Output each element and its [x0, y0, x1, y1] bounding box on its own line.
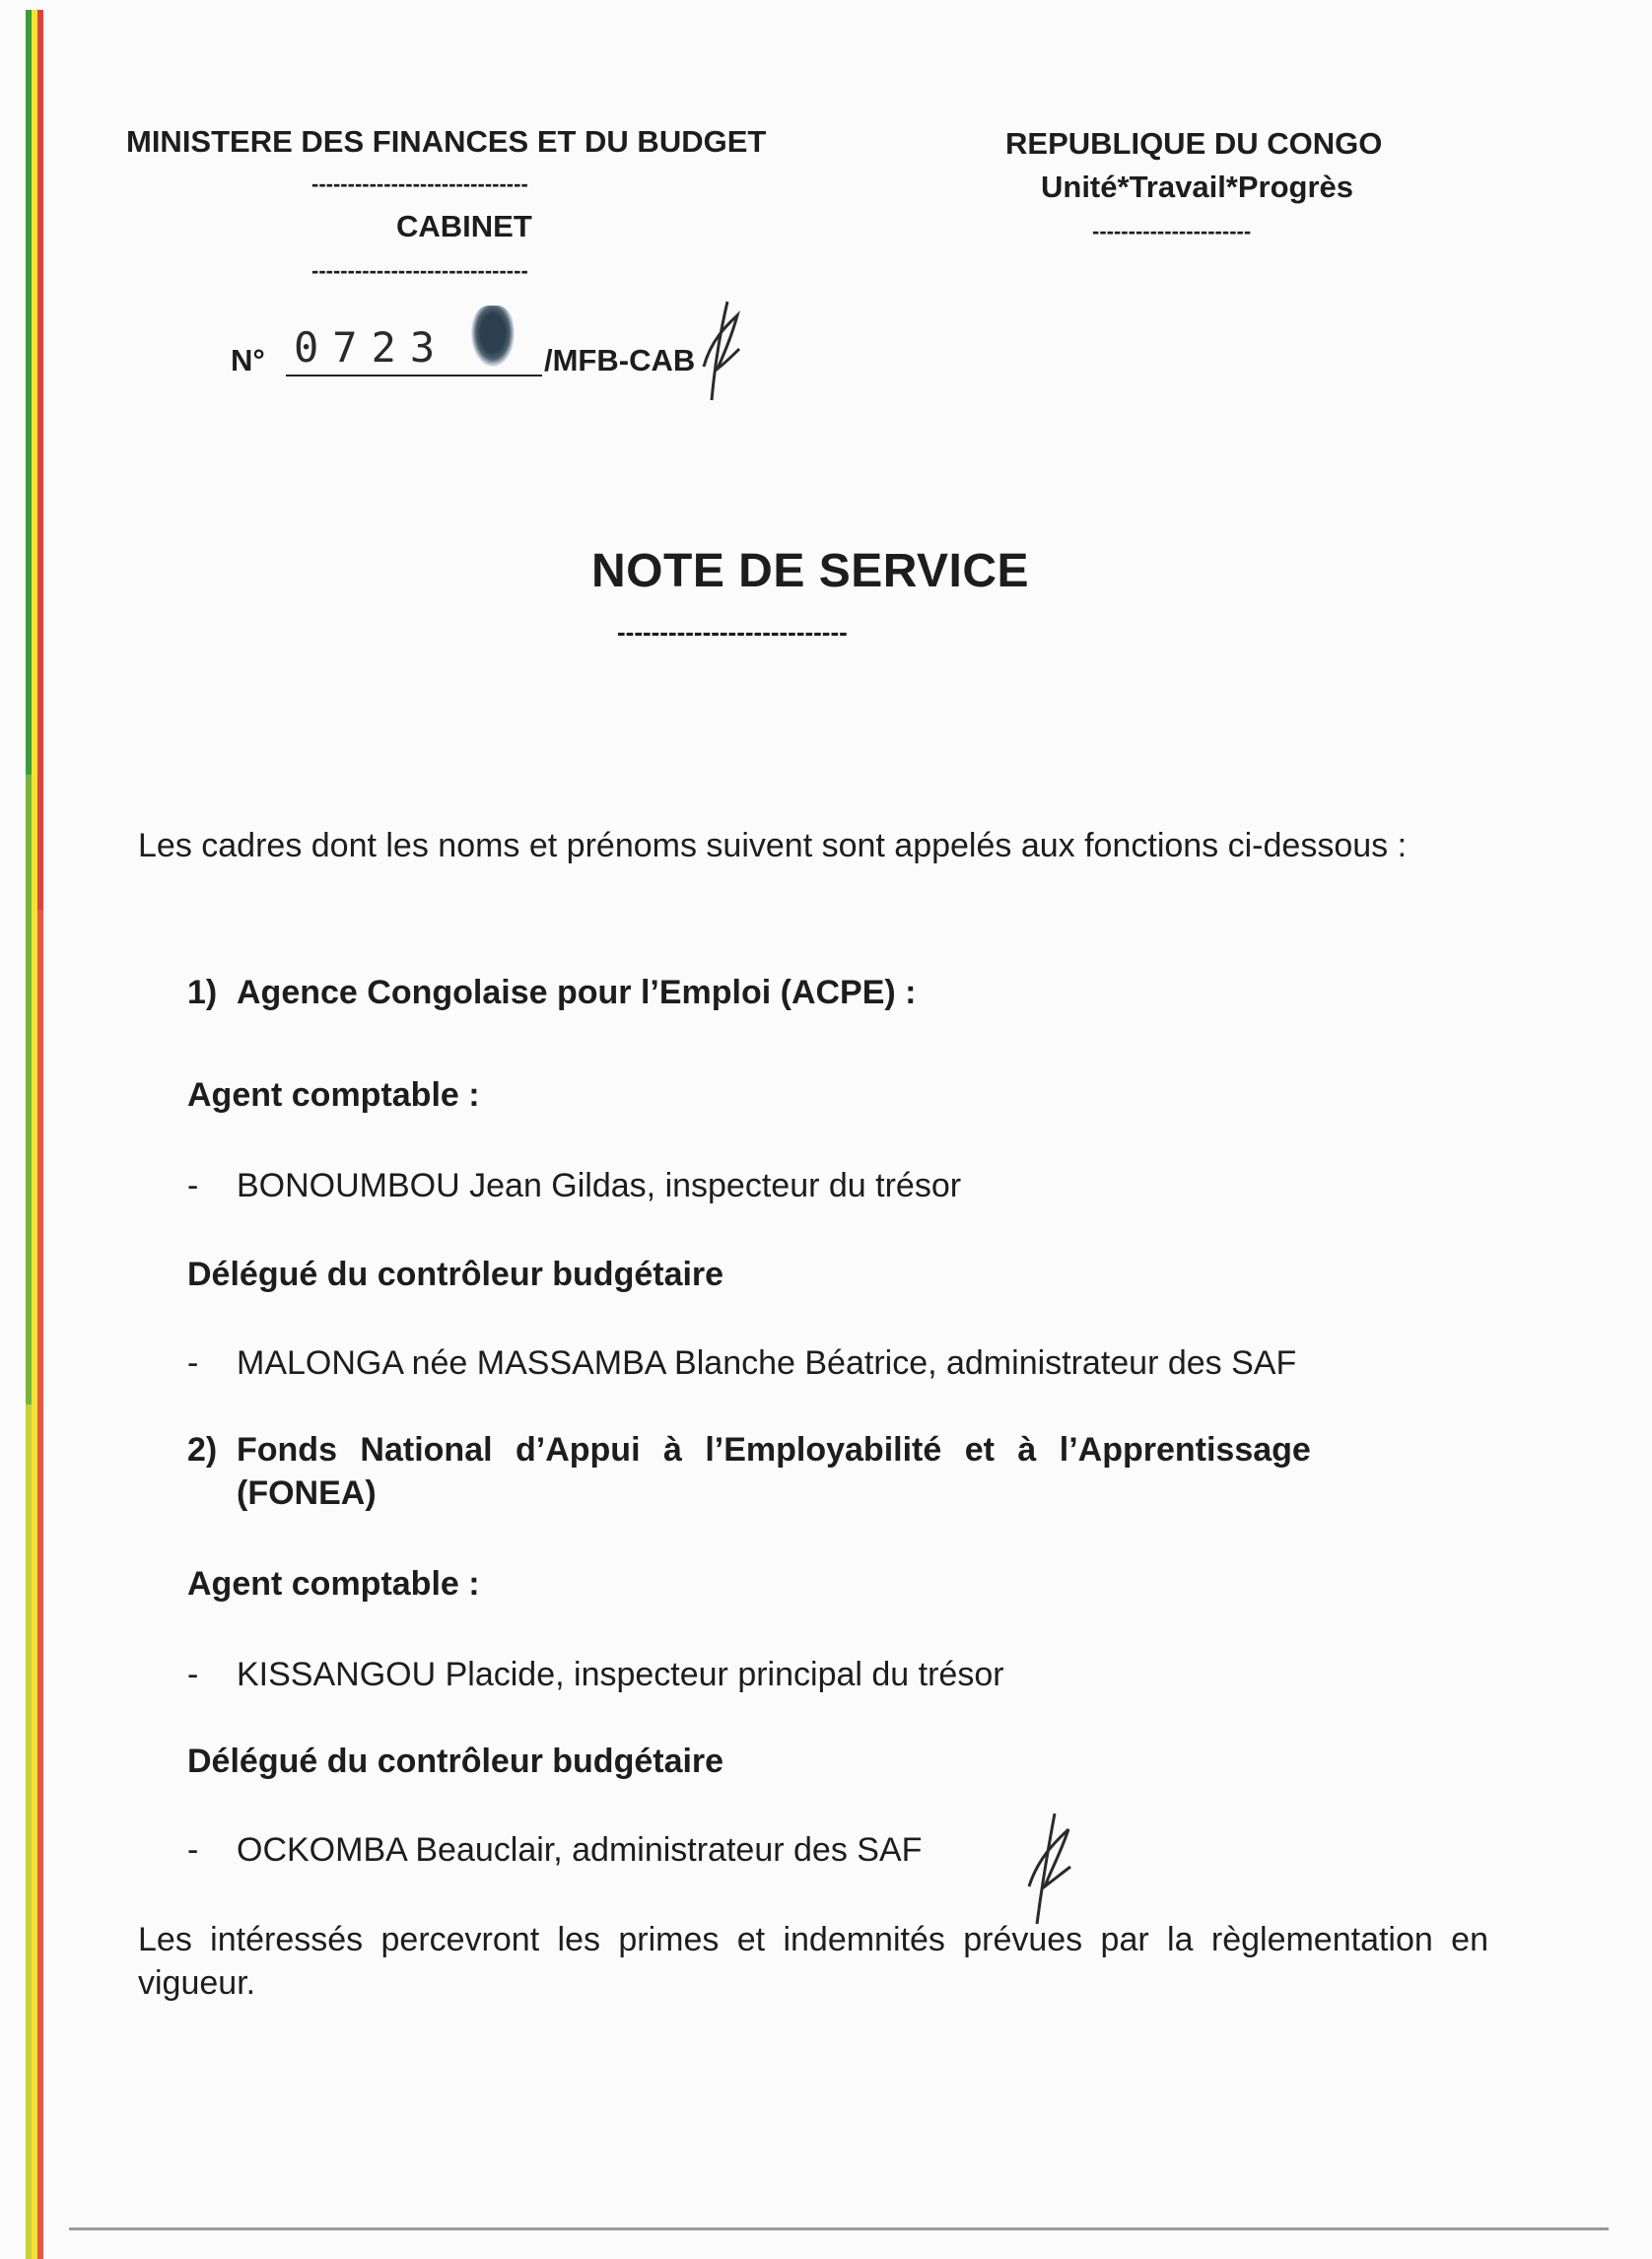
list-dash: -	[187, 1656, 199, 1693]
footer-rule	[69, 2227, 1609, 2230]
intro-paragraph: Les cadres dont les noms et prénoms suivent sont appelés aux fonctions ci-dessous :	[138, 827, 1408, 864]
section-1-heading: Agence Congolaise pour l’Emploi (ACPE) :	[237, 974, 917, 1011]
national-motto: Unité*Travail*Progrès	[1041, 170, 1354, 204]
section-1-number: 1)	[187, 974, 218, 1011]
section-1-delegate-label: Délégué du contrôleur budgétaire	[187, 1256, 724, 1293]
section-2-accountant-label: Agent comptable :	[187, 1565, 480, 1603]
section-1-delegate: MALONGA née MASSAMBA Blanche Béatrice, administrateur des SAF	[237, 1344, 1297, 1382]
initials-signature	[698, 298, 743, 406]
title-rule: ---------------------------	[617, 617, 848, 647]
ministry-name: MINISTERE DES FINANCES ET DU BUDGET	[126, 124, 767, 159]
document-title: NOTE DE SERVICE	[591, 545, 1030, 597]
list-dash: -	[187, 1344, 199, 1382]
number-suffix: /MFB-CAB	[544, 343, 696, 377]
flag-stripe-red	[37, 10, 43, 2259]
section-2-delegate: OCKOMBA Beauclair, administrateur des SAF	[237, 1831, 923, 1869]
section-2-number: 2)	[187, 1431, 218, 1469]
list-dash: -	[187, 1831, 199, 1869]
ministry-rule: ------------------------------	[311, 171, 528, 196]
republic-name: REPUBLIQUE DU CONGO	[1005, 126, 1383, 161]
section-1-accountant: BONOUMBOU Jean Gildas, inspecteur du trésor	[237, 1167, 962, 1204]
ink-stamp-mark	[471, 306, 515, 367]
section-2-accountant: KISSANGOU Placide, inspecteur principal du trésor	[237, 1656, 1004, 1693]
cabinet-rule: ------------------------------	[311, 258, 528, 283]
list-dash: -	[187, 1167, 199, 1204]
cabinet-label: CABINET	[396, 209, 532, 243]
section-1-accountant-label: Agent comptable :	[187, 1076, 480, 1114]
handwritten-number: 0723	[294, 323, 449, 372]
number-prefix: N°	[231, 343, 265, 377]
closing-paragraph: Les intéressés percevront les primes et indemnités prévues par la règlementation en vigueur.	[138, 1921, 1488, 2002]
section-2-heading-line-2: (FONEA)	[237, 1474, 377, 1512]
section-2-delegate-label: Délégué du contrôleur budgétaire	[187, 1743, 724, 1780]
republic-rule: ----------------------	[1092, 219, 1252, 243]
initials-signature	[1021, 1810, 1076, 1928]
number-underline	[286, 375, 542, 376]
section-2-heading-line-1: Fonds National d’Appui à l’Employabilité et à l’Apprentissage	[237, 1431, 1311, 1469]
